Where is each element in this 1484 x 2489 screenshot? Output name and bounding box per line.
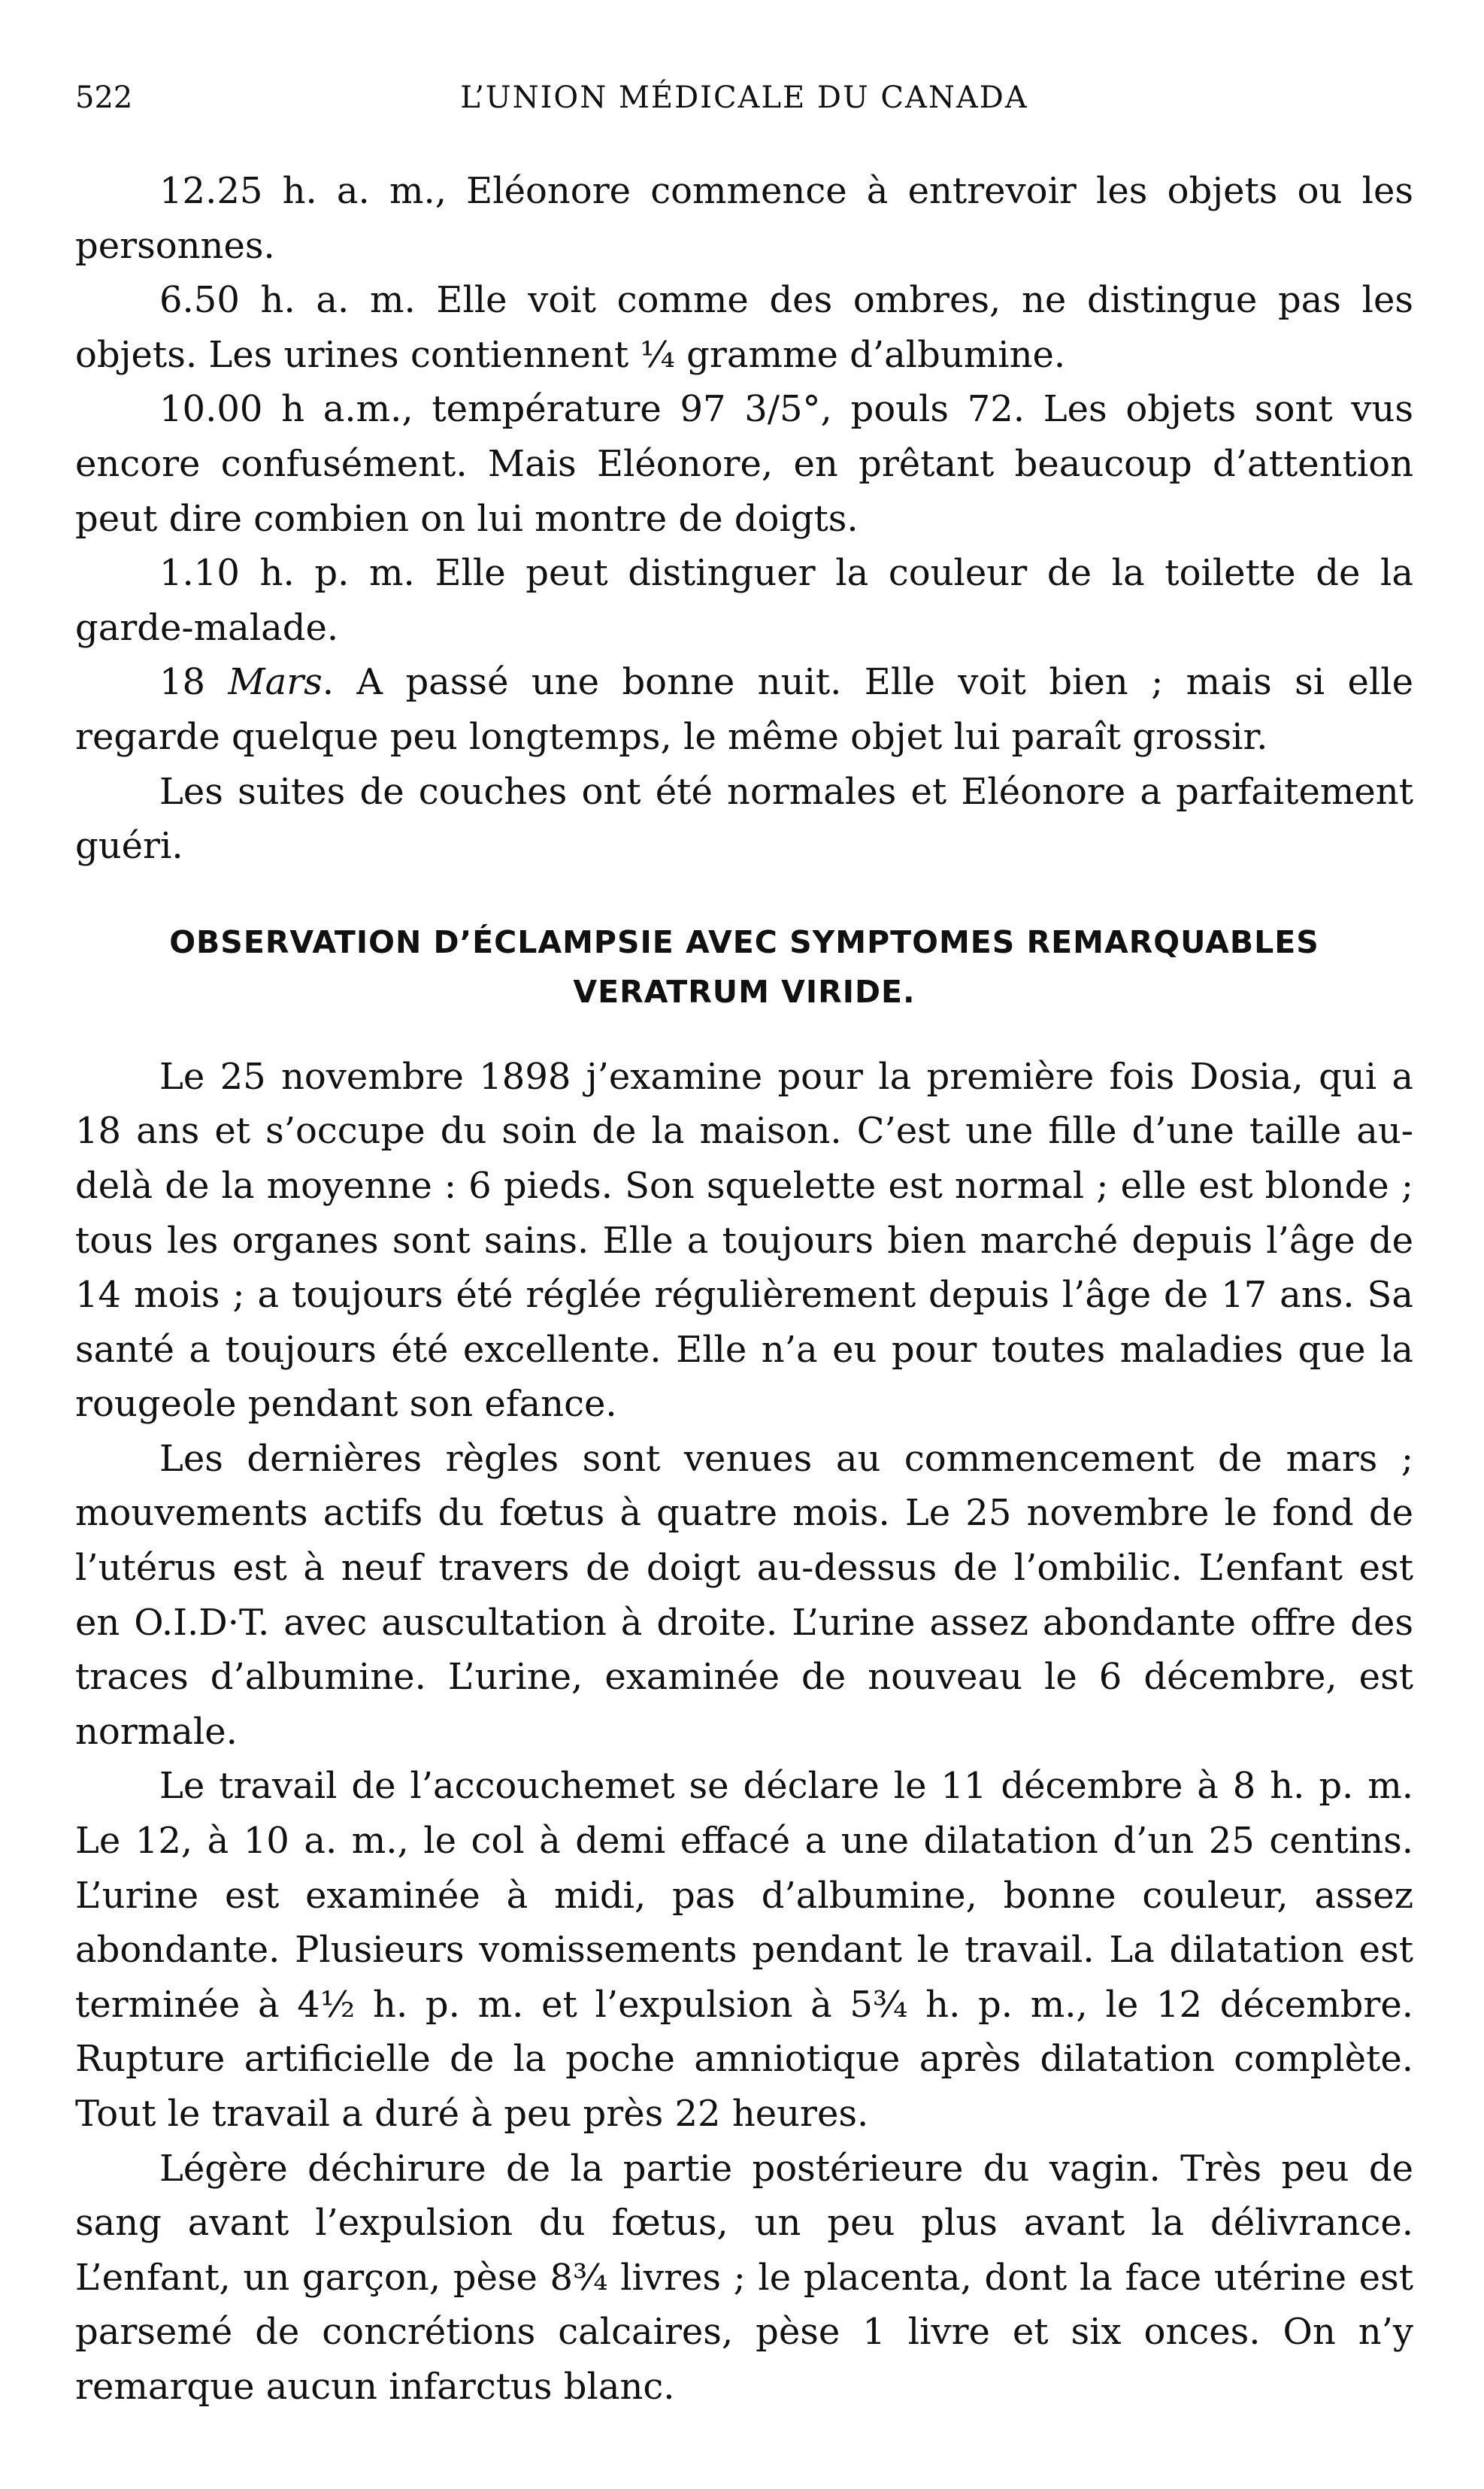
section-heading — [75, 917, 1413, 1017]
page-number: 522 — [75, 80, 133, 115]
paragraph-18-mars — [75, 655, 1413, 764]
paragraph-10-00: 10.00 h a.m., température 97 3/5°, pouls 72. Les objets sont vus encore confusément. Mais Eléonore, en prêtant beaucoup d’attention peut dire combien on lui montre de doigts. — [75, 388, 1413, 540]
document-page — [75, 75, 1413, 2444]
paragraph-travail: Le travail de l’accouchemet se déclare le 11 décembre à 8 h. p. m. Le 12, à 10 a. m., le col à demi effacé a une dilatation d’un 25 centins. L’urine est examinée à midi, pas d’albumine, bonne couleur, assez abondante. Plusieurs vomissements pendant le travail. La dilatation est terminée à 4½ h. p. m. et l’expulsion à 5¾ h. p. m., le 12 décembre. Rupture artificielle de la poche amniotique après dilatation complète. Tout le travail a duré à peu près 22 heures. — [75, 1765, 1413, 2135]
heading-line-1: OBSERVATION D’ÉCLAMPSIE AVEC SYMPTOMES REMARQUABLES — [169, 923, 1319, 960]
paragraph-18-mars-text: . A passé une bonne nuit. Elle voit bien ; mais si elle regarde quelque peu longtemps, le même objet lui paraît grossir. — [75, 661, 1413, 758]
paragraph-regles: Les dernières règles sont venues au commencement de mars ; mouvements actifs du fœtus à quatre mois. Le 25 novembre le fond de l’utérus est à neuf travers de doigt au-dessus de l’ombilic. L’enfant est en O.I.D·T. avec auscultation à droite. L’urine assez abondante offre des traces d’albumine. L’urine, examinée de nouveau le 6 décembre, est normale. — [75, 1437, 1413, 1753]
date-month: Mars — [228, 661, 323, 704]
paragraph-dosia: Le 25 novembre 1898 j’examine pour la première fois Dosia, qui a 18 ans et s’occupe du soin de la maison. C’est une fille d’une taille au-delà de la moyenne : 6 pieds. Son squelette est normal ; elle est blonde ; tous les organes sont sains. Elle a toujours bien marché depuis l’âge de 14 mois ; a toujours été réglée régulièrement depuis l’âge de 17 ans. Sa santé a toujours été excellente. Elle n’a eu pour toutes maladies que la rougeole pendant son efance. — [75, 1055, 1413, 1426]
paragraph-suites: Les suites de couches ont été normales et Eléonore a parfaitement guéri. — [75, 770, 1413, 868]
paragraph-6-50: 6.50 h. a. m. Elle voit comme des ombres, ne distingue pas les objets. Les urines contiennent ¼ gramme d’albumine. — [75, 279, 1413, 376]
journal-title: L’UNION MÉDICALE DU CANADA — [460, 80, 1028, 115]
paragraph-12-25: 12.25 h. a. m., Eléonore commence à entrevoir les objets ou les personnes. — [75, 170, 1413, 267]
paragraph-1-10: 1.10 h. p. m. Elle peut distinguer la couleur de la toilette de la garde-malade. — [75, 552, 1413, 649]
heading-line-2: VERATRUM VIRIDE. — [573, 973, 916, 1010]
article-body — [75, 164, 1413, 2415]
running-header — [75, 75, 1413, 120]
paragraph-dechirure: Légère déchirure de la partie postérieure du vagin. Très peu de sang avant l’expulsion du fœtus, un peu plus avant la délivrance. L’enfant, un garçon, pèse 8¾ livres ; le placenta, dont la face utérine est parsemé de concrétions calcaires, pèse 1 livre et six onces. On n’y remarque aucun infarctus blanc. — [75, 2147, 1413, 2408]
date-prefix: 18 — [159, 661, 229, 704]
